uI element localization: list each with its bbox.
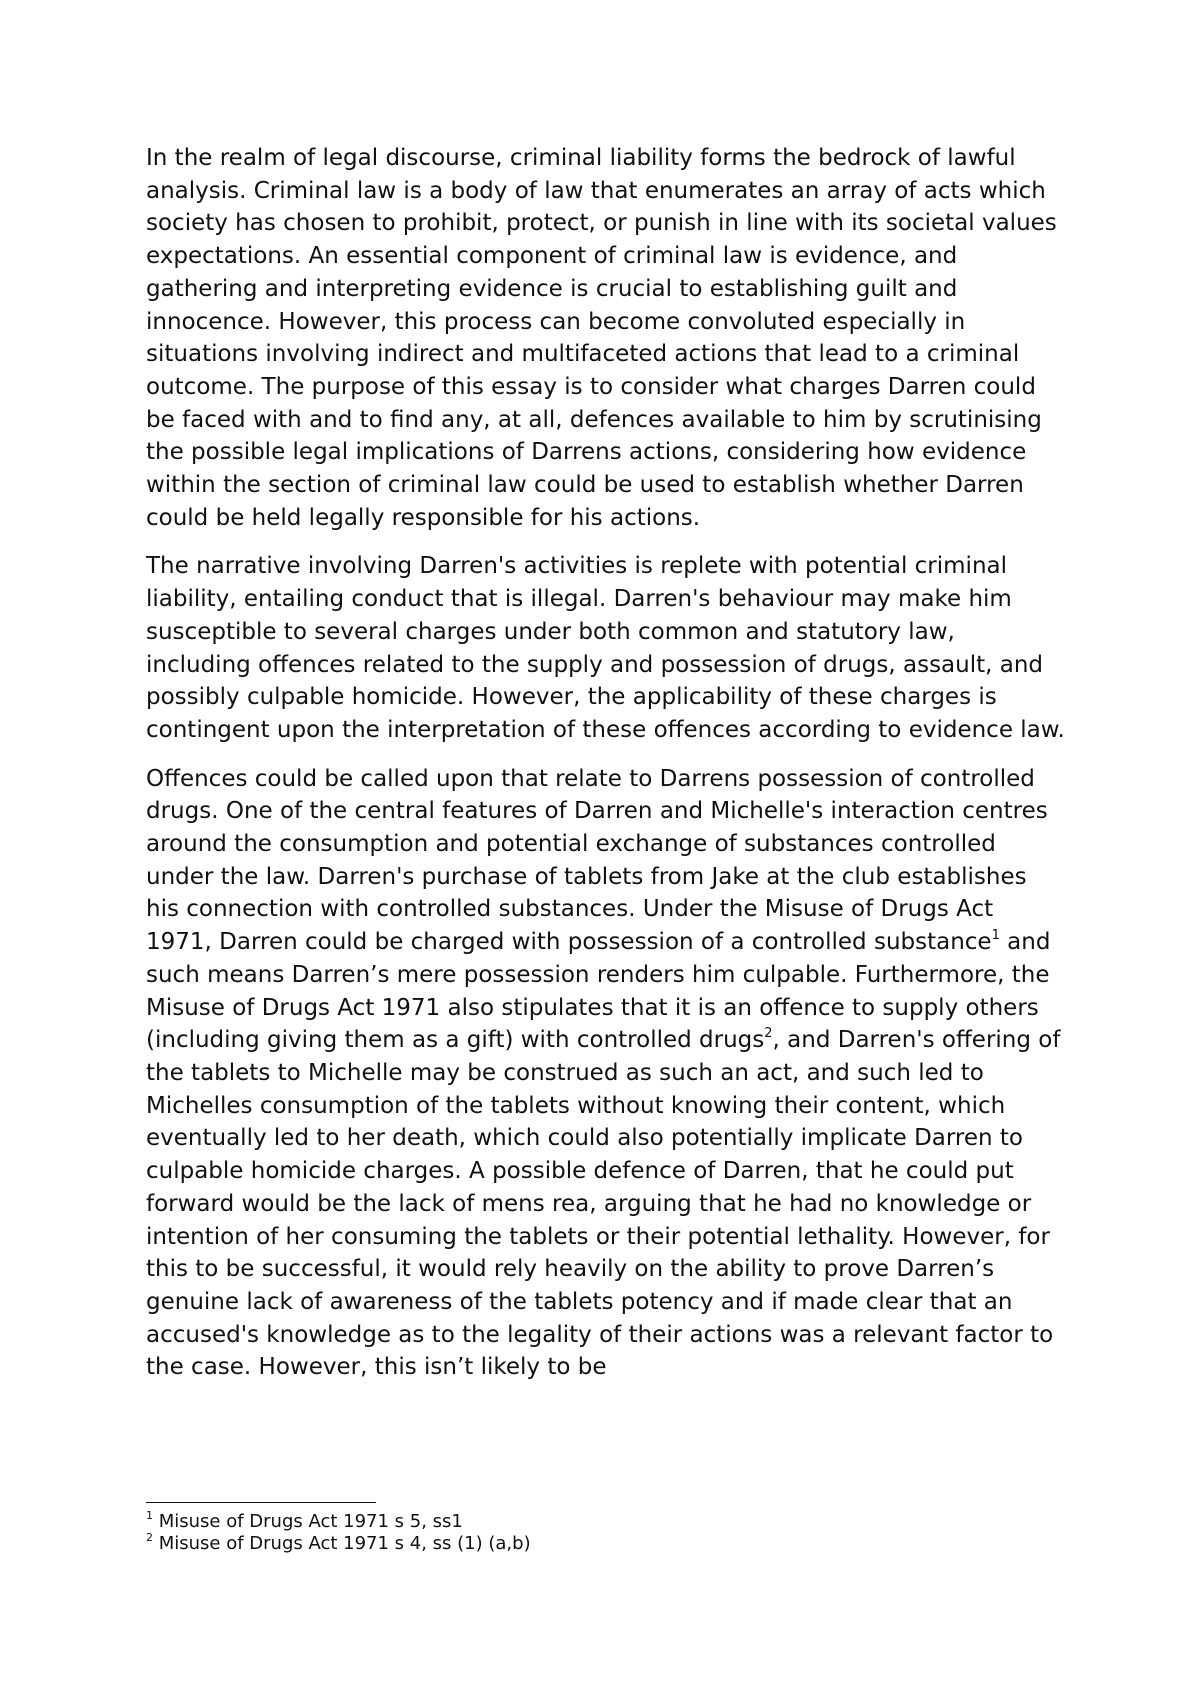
paragraph-3-text-a: Offences could be called upon that relate to Darrens possession of controlled drugs. One of the central features of Darren and Michelle's interaction centres around the consumption and potential exchange of substances controlled under the law. Darren's purchase of tablets from Jake at the club establishes his connection with controlled substances. Under the Misuse of Drugs Act 1971, Darren could be charged with possession of a controlled substance xyxy=(146,765,1048,956)
footnote-separator xyxy=(146,1502,376,1503)
footnote-2-mark: 2 xyxy=(146,1531,153,1544)
footnote-2-text: Misuse of Drugs Act 1971 s 4, ss (1) (a,b) xyxy=(153,1533,531,1554)
document-body xyxy=(146,142,1066,1400)
paragraph-3-text-b: and such means Darren’s mere possession renders him culpable. Furthermore, the Misuse of Drugs Act 1971 also stipulates that it is an offence to supply others (including giving them as a gift) with controlled drugs xyxy=(146,929,1051,1054)
paragraph-1-text: In the realm of legal discourse, criminal liability forms the bedrock of lawful analysis. Criminal law is a body of law that enumerates an array of acts which society has chosen to prohibit, protect, or punish in line with its societal values expectations. An essential component of criminal law is evidence, and gathering and interpreting evidence is crucial to establishing guilt and innocence. However, this process can become convoluted especially in situations involving indirect and multifaceted actions that lead to a criminal outcome. The purpose of this essay is to consider what charges Darren could be faced with and to find any, at all, defences available to him by scrutinising the possible legal implications of Darrens actions, considering how evidence within the section of criminal law could be used to establish whether Darren could be held legally responsible for his actions. xyxy=(146,145,1057,531)
footnotes-section xyxy=(146,1502,1066,1555)
footnote-ref-2[interactable]: 2 xyxy=(764,1025,773,1041)
footnote-1 xyxy=(146,1511,1066,1533)
footnote-1-mark: 1 xyxy=(146,1509,153,1522)
paragraph-3-text-c: , and Darren's offering of the tablets to Michelle may be construed as such an act, and such led to Michelles consumption of the tablets without knowing their content, which eventually led to her death, which could also potentially implicate Darren to culpable homicide charges. A possible defence of Darren, that he could put forward would be the lack of mens rea, arguing that he had no knowledge or intention of her consuming the tablets or their potential lethality. However, for this to be successful, it would rely heavily on the ability to prove Darren’s genuine lack of awareness of the tablets potency and if made clear that an accused's knowledge as to the legality of their actions was a relevant factor to the case. However, this isn’t likely to be xyxy=(146,1027,1061,1381)
paragraph-2 xyxy=(146,550,1066,746)
paragraph-2-text: The narrative involving Darren's activities is replete with potential criminal liability, entailing conduct that is illegal. Darren's behaviour may make him susceptible to several charges under both common and statutory law, including offences related to the supply and possession of drugs, assault, and possibly culpable homicide. However, the applicability of these charges is contingent upon the interpretation of these offences according to evidence law. xyxy=(146,553,1065,743)
paragraph-3 xyxy=(146,763,1066,1384)
footnote-ref-1[interactable]: 1 xyxy=(991,927,1000,943)
footnote-2 xyxy=(146,1533,1066,1555)
paragraph-1 xyxy=(146,142,1066,534)
footnote-1-text: Misuse of Drugs Act 1971 s 5, ss1 xyxy=(153,1511,463,1532)
